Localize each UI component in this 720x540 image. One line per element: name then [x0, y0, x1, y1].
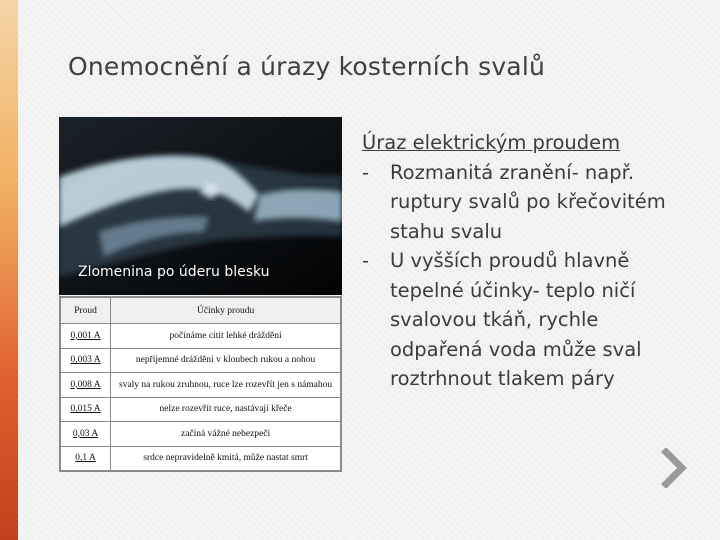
bullet-dash: - [362, 249, 370, 272]
bullet-line: stahu svalu [390, 219, 503, 243]
current-effects-table [59, 296, 342, 472]
table-header-row [61, 298, 341, 324]
table-row [61, 422, 341, 447]
accent-bar [0, 0, 18, 540]
effect-cell: počínáme cítit lehké dráždění [111, 324, 341, 349]
table-row [61, 348, 341, 373]
bullet-line: U vyšších proudů hlavně [390, 249, 630, 272]
xray-image [59, 117, 342, 295]
table-row [61, 446, 341, 471]
bullet-item [360, 246, 670, 394]
current-cell: 0,001 A [61, 324, 111, 349]
table-row [61, 324, 341, 349]
chevron-right-icon[interactable] [660, 448, 688, 488]
slide-title: Onemocnění a úrazy kosterních svalů [68, 52, 546, 81]
effect-cell: začíná vážné nebezpečí [111, 422, 341, 447]
bullet-line: ruptury svalů po křečovitém [390, 190, 666, 213]
bullet-line: odpařená voda může sval [390, 337, 642, 361]
table-row [61, 373, 341, 398]
bullet-line: svalovou tkáň, rychle [390, 308, 599, 331]
bullet-line: tepelné účinky- teplo ničí [390, 278, 636, 302]
content-text [360, 128, 670, 394]
current-cell: 0,015 A [61, 397, 111, 422]
table-row [61, 397, 341, 422]
bullet-dash: - [362, 160, 370, 184]
effect-cell: svaly na rukou zruhnou, ruce lze rozevřít jen s námahou [111, 373, 341, 398]
bullet-line: Rozmanitá zranění- např. [390, 160, 635, 184]
effect-cell: nepříjemné dráždění v kloubech rukou a nohou [111, 348, 341, 373]
bullet-line: roztrhnout tlakem páry [390, 367, 615, 390]
effect-cell: srdce nepravidelně kmitá, může nastat smrt [111, 446, 341, 471]
current-cell: 0,003 A [61, 348, 111, 373]
content-heading: Úraz elektrickým proudem [362, 131, 621, 154]
current-cell: 0,008 A [61, 373, 111, 398]
image-caption: Zlomenina po úderu blesku [78, 264, 270, 280]
column-header-current: Proud [61, 298, 111, 324]
column-header-effects: Účinky proudu [111, 298, 341, 324]
effect-cell: nelze rozevřít ruce, nastávají křeče [111, 397, 341, 422]
current-cell: 0,1 A [61, 446, 111, 471]
current-cell: 0,03 A [61, 422, 111, 447]
bullet-item [360, 158, 670, 247]
